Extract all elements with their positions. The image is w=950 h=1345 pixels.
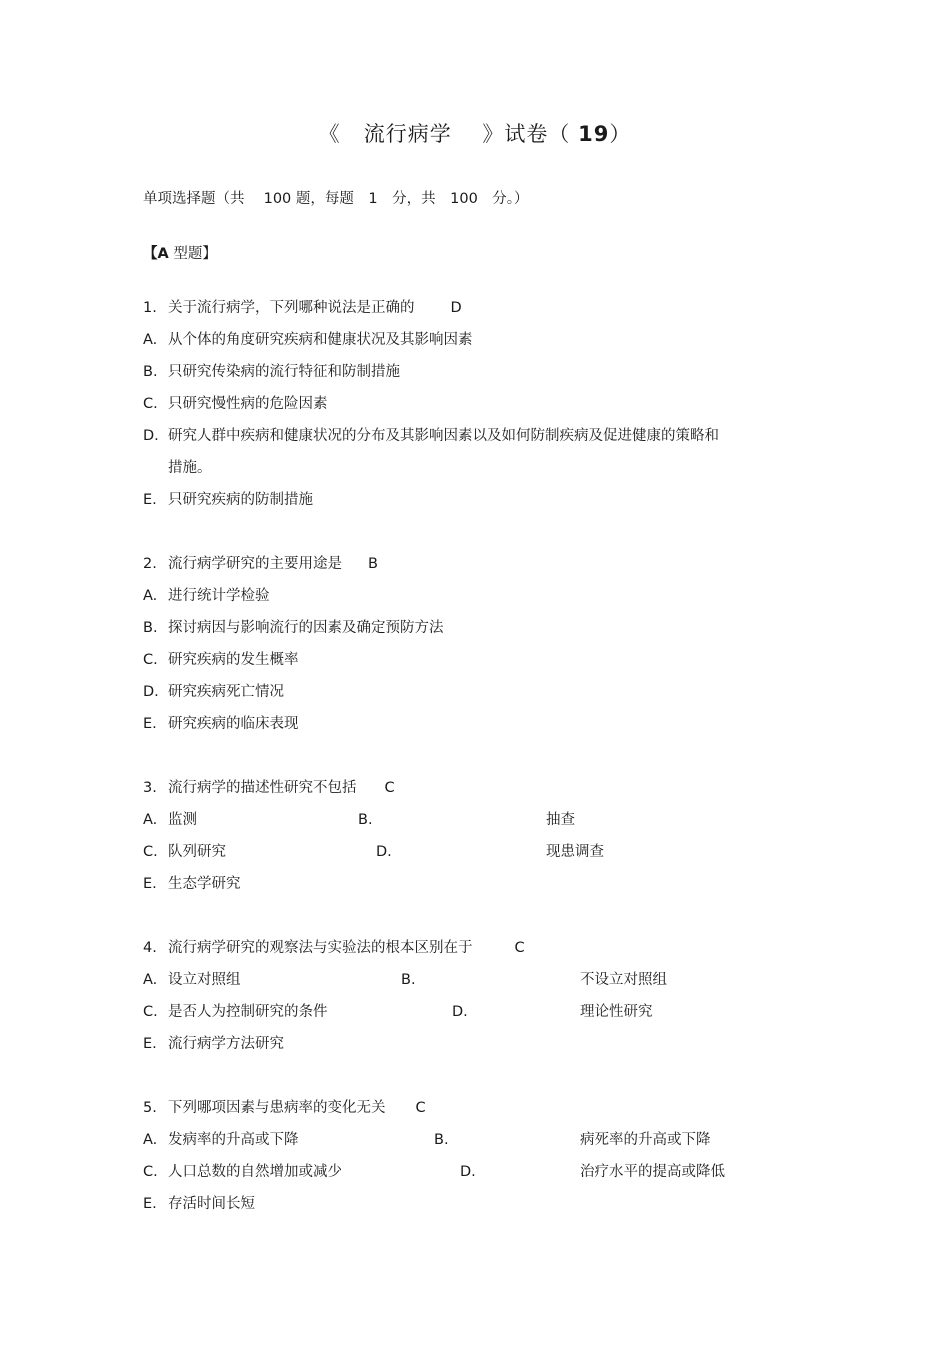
option-label: C. xyxy=(143,844,158,860)
option-label: E. xyxy=(143,716,157,732)
option-text: 研究人群中疾病和健康状况的分布及其影响因素以及如何防制疾病及促进健康的策略和 xyxy=(168,428,719,444)
question-number: 5. xyxy=(143,1100,157,1116)
option-text: 只研究传染病的流行特征和防制措施 xyxy=(168,364,400,380)
option-b xyxy=(143,362,400,382)
option-label: D. xyxy=(143,428,159,444)
title-subject: 流行病学 xyxy=(363,122,452,146)
option-a xyxy=(143,330,473,350)
question-answer: C xyxy=(415,1100,426,1116)
option-c xyxy=(143,1002,328,1022)
option-b-text: 抽查 xyxy=(546,812,575,828)
option-b-text: 病死率的升高或下降 xyxy=(580,1132,711,1148)
option-label: C. xyxy=(143,1164,158,1180)
option-e xyxy=(143,1034,284,1054)
option-text: 只研究慢性病的危险因素 xyxy=(168,396,328,412)
option-text: 设立对照组 xyxy=(168,972,241,988)
option-b-label: B. xyxy=(434,1132,449,1148)
option-a xyxy=(143,586,270,606)
title-close: 》试卷（ xyxy=(482,122,571,146)
option-text: 进行统计学检验 xyxy=(168,588,270,604)
option-d-text: 理论性研究 xyxy=(580,1004,653,1020)
option-c xyxy=(143,1162,342,1182)
option-label: E. xyxy=(143,1196,157,1212)
option-text: 存活时间长短 xyxy=(168,1196,255,1212)
section-type-open: 【 xyxy=(143,246,158,262)
option-text: 从个体的角度研究疾病和健康状况及其影响因素 xyxy=(168,332,473,348)
option-label: C. xyxy=(143,1004,158,1020)
option-b-label: B. xyxy=(358,812,373,828)
option-d-continued xyxy=(143,458,212,478)
question-number: 4. xyxy=(143,940,157,956)
exam-title xyxy=(0,118,950,148)
question-4 xyxy=(143,938,525,958)
option-label: E. xyxy=(143,1036,157,1052)
option-d xyxy=(143,426,719,446)
question-number: 2. xyxy=(143,556,157,572)
title-end: ） xyxy=(609,122,632,146)
section-type-rest: 型题】 xyxy=(168,246,217,262)
question-text: 关于流行病学，下列哪种说法是正确的 xyxy=(168,300,415,316)
question-text: 流行病学的描述性研究不包括 xyxy=(168,780,357,796)
title-number: 19 xyxy=(578,122,610,146)
option-b-text: 不设立对照组 xyxy=(580,972,667,988)
option-label: A. xyxy=(143,972,158,988)
section-description: 单项选择题（共 100 题，每题 1 分，共 100 分。） xyxy=(143,191,529,207)
question-text: 流行病学研究的观察法与实验法的根本区别在于 xyxy=(168,940,473,956)
option-label: E. xyxy=(143,876,157,892)
title-open: 《 xyxy=(318,122,341,146)
option-text: 探讨病因与影响流行的因素及确定预防方法 xyxy=(168,620,444,636)
option-c xyxy=(143,394,328,414)
option-d-label: D. xyxy=(376,844,392,860)
option-label: C. xyxy=(143,652,158,668)
option-d-label: D. xyxy=(452,1004,468,1020)
question-2 xyxy=(143,554,378,574)
question-number: 1. xyxy=(143,300,157,316)
option-d-text: 现患调查 xyxy=(546,844,604,860)
option-label: C. xyxy=(143,396,158,412)
section-type xyxy=(143,244,217,264)
option-label: A. xyxy=(143,588,158,604)
question-number: 3. xyxy=(143,780,157,796)
question-5 xyxy=(143,1098,426,1118)
option-b-label: B. xyxy=(401,972,416,988)
option-c xyxy=(143,842,226,862)
option-label: B. xyxy=(143,620,158,636)
option-label: A. xyxy=(143,1132,158,1148)
option-d-text: 治疗水平的提高或降低 xyxy=(580,1164,725,1180)
option-label: B. xyxy=(143,364,158,380)
question-answer: C xyxy=(514,940,525,956)
option-text: 监测 xyxy=(168,812,197,828)
option-a xyxy=(143,810,197,830)
option-label: A. xyxy=(143,812,158,828)
option-text: 研究疾病的发生概率 xyxy=(168,652,299,668)
option-text: 发病率的升高或下降 xyxy=(168,1132,299,1148)
question-answer: B xyxy=(368,556,378,572)
section-type-letter: A xyxy=(157,246,169,262)
option-text: 研究疾病的临床表现 xyxy=(168,716,299,732)
question-1 xyxy=(143,298,462,318)
option-e xyxy=(143,1194,255,1214)
option-text: 生态学研究 xyxy=(168,876,241,892)
question-text: 下列哪项因素与患病率的变化无关 xyxy=(168,1100,386,1116)
option-e xyxy=(143,490,313,510)
option-d-label: D. xyxy=(460,1164,476,1180)
option-d xyxy=(143,682,284,702)
option-label: A. xyxy=(143,332,158,348)
question-answer: C xyxy=(384,780,395,796)
option-a xyxy=(143,970,241,990)
option-text: 人口总数的自然增加或减少 xyxy=(168,1164,342,1180)
option-e xyxy=(143,874,241,894)
option-text: 只研究疾病的防制措施 xyxy=(168,492,313,508)
option-a xyxy=(143,1130,299,1150)
option-text: 队列研究 xyxy=(168,844,226,860)
question-text: 流行病学研究的主要用途是 xyxy=(168,556,342,572)
option-label: D. xyxy=(143,684,159,700)
option-b xyxy=(143,618,444,638)
option-e xyxy=(143,714,299,734)
option-text-continued: 措施。 xyxy=(168,460,212,476)
option-label: E. xyxy=(143,492,157,508)
option-text: 流行病学方法研究 xyxy=(168,1036,284,1052)
option-c xyxy=(143,650,299,670)
option-text: 研究疾病死亡情况 xyxy=(168,684,284,700)
question-answer: D xyxy=(450,300,462,316)
question-3 xyxy=(143,778,395,798)
option-text: 是否人为控制研究的条件 xyxy=(168,1004,328,1020)
